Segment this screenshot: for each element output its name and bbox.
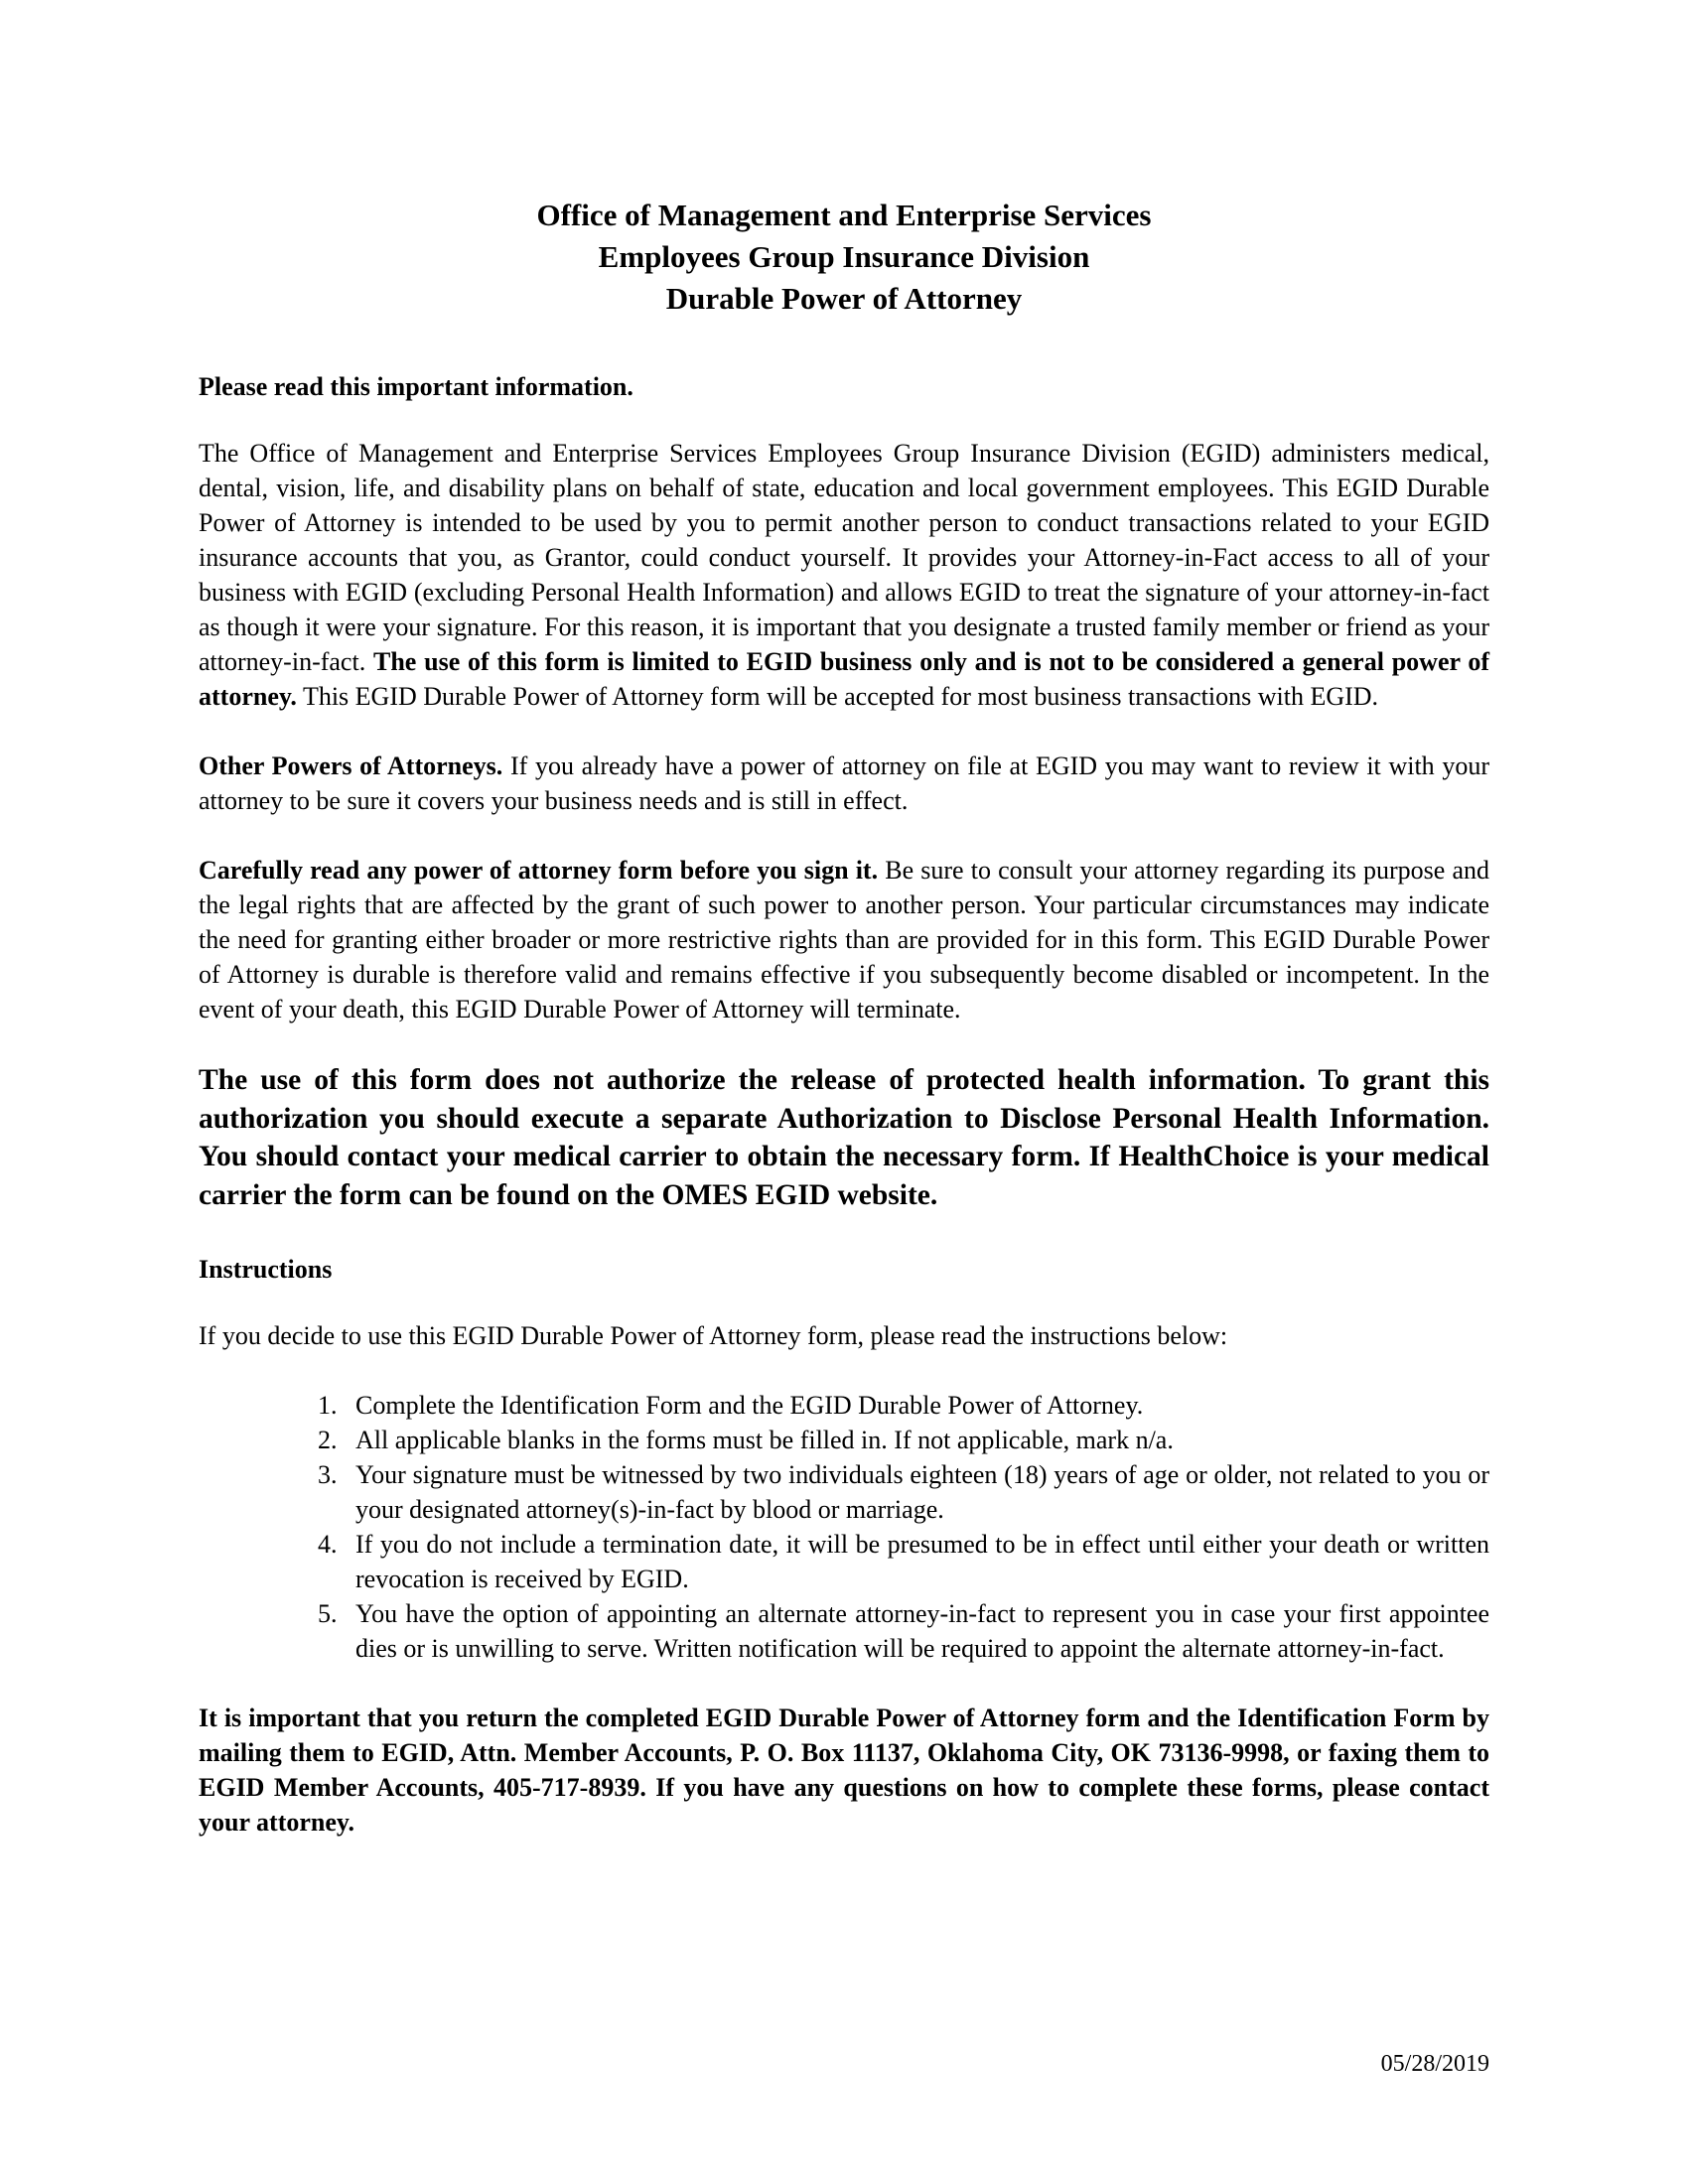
revision-date: 05/28/2019 [1380,2051,1489,2077]
other-powers-paragraph [199,749,1489,818]
intro-paragraph [199,436,1489,714]
instructions-heading: Instructions [199,1255,333,1284]
header-form-title: Durable Power of Attorney [665,281,1023,316]
return-instructions: It is important that you return the completed EGID Durable Power of Attorney form and the Identification Form by mailing them to EGID, Attn. Member Accounts, P. O. Box 11137, Oklahoma City, OK 73136-9998, or faxing them to EGID Member Accounts, 405-717-8939. If you have any questions on how to complete these forms, please contact your attorney. [199,1704,1489,1837]
document-header [199,195,1489,320]
intro-text-end: This EGID Durable Power of Attorney form will be accepted for most business transactions with EGID. [296,682,1379,711]
other-powers-heading: Other Powers of Attorneys. [199,751,503,780]
instructions-list [199,1388,1489,1666]
instruction-item: 3. Your signature must be witnessed by two individuals eighteen (18) years of age or older, not related to you or your designated attorney(s)-in-fact by blood or marriage. [344,1457,1489,1527]
intro-bold-text: The use of this form is limited to EGID business only and is not to be considered a general power of attorney. [199,647,1490,711]
carefully-read-heading: Carefully read any power of attorney form before you sign it. [199,856,879,885]
instruction-item: 5. You have the option of appointing an alternate attorney-in-fact to represent you in case your first appointee dies or is unwilling to serve. Written notification will be required to appoint the alternate attorney-in-fact. [344,1596,1489,1666]
header-division: Employees Group Insurance Division [598,239,1090,274]
instruction-item: 4. If you do not include a termination date, it will be presumed to be in effect until either your death or written revocation is received by EGID. [344,1527,1489,1596]
document-page [199,195,1489,1840]
phi-notice: The use of this form does not authorize the release of protected health information. To grant this authorization you should execute a separate Authorization to Disclose Personal Health Information. You should contact your medical carrier to obtain the necessary form. If HealthChoice is your medical carrier the form can be found on the OMES EGID website. [199,1064,1489,1211]
other-powers-text: If you already have a power of attorney on file at EGID you may want to review it with your attorney to be sure it covers your business needs and is still in effect. [199,751,1489,815]
instruction-item: 1. Complete the Identification Form and the EGID Durable Power of Attorney. [344,1388,1489,1423]
intro-heading: Please read this important information. [199,372,633,401]
instruction-item: 2. All applicable blanks in the forms must be filled in. If not applicable, mark n/a. [344,1423,1489,1457]
header-agency: Office of Management and Enterprise Services [536,198,1152,232]
carefully-read-text: Be sure to consult your attorney regarding its purpose and the legal rights that are affected by the grant of such power to another person. Your particular circumstances may indicate the need for granting either broader or more restrictive rights than are provided for in this form. This EGID Durable Power of Attorney is durable is therefore valid and remains effective if you subsequently become disabled or incompetent. In the event of your death, this EGID Durable Power of Attorney will terminate. [199,856,1489,1024]
intro-text: The Office of Management and Enterprise Services Employees Group Insurance Division (EGID) administers medical, dental, vision, life, and disability plans on behalf of state, education and local government employees. This EGID Durable Power of Attorney is intended to be used by you to permit another person to conduct transactions related to your EGID insurance accounts that you, as Grantor, could conduct yourself. It provides your Attorney-in-Fact access to all of your business with EGID (excluding Personal Health Information) and allows EGID to treat the signature of your attorney-in-fact as though it were your signature. For this reason, it is important that you designate a trusted family member or friend as your attorney-in-fact. [199,439,1489,676]
instructions-intro: If you decide to use this EGID Durable Power of Attorney form, please read the instructions below: [199,1321,1228,1350]
carefully-read-paragraph [199,853,1489,1026]
